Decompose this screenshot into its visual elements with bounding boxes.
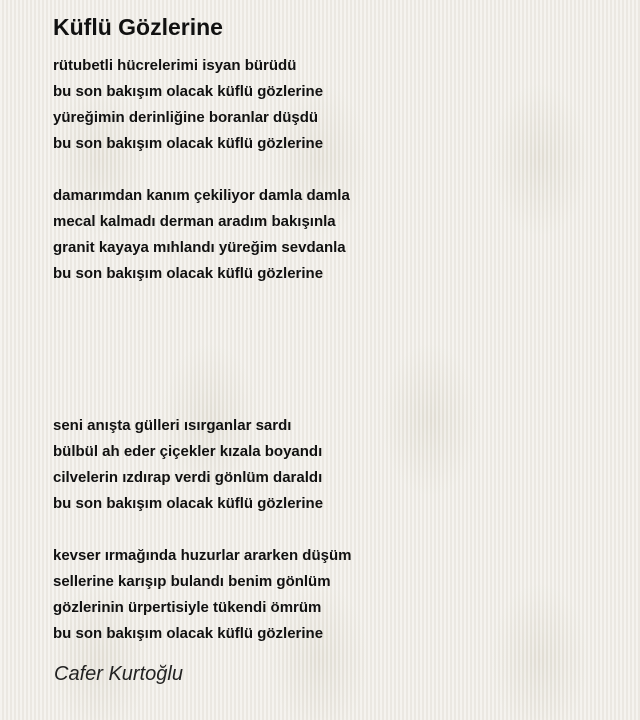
poem-line: gözlerinin ürpertisiyle tükendi ömrüm — [53, 599, 322, 616]
poem-line: sellerine karışıp bulandı benim gönlüm — [53, 573, 331, 590]
poem-line: bu son bakışım olacak küflü gözlerine — [53, 83, 324, 100]
poem-line: bu son bakışım olacak küflü gözlerine — [53, 135, 324, 152]
poem-line: bu son bakışım olacak küflü gözlerine — [53, 495, 324, 512]
poem-line: bu son bakışım olacak küflü gözlerine — [53, 625, 324, 642]
stanza-spacer — [53, 287, 613, 413]
stanza-spacer — [53, 157, 613, 183]
stanza-3 — [53, 413, 613, 517]
poem-line: yüreğimin derinliğine boranlar düşdü — [53, 109, 319, 126]
poem-line: kevser ırmağında huzurlar ararken düşüm — [53, 547, 352, 564]
poem-line: damarımdan kanım çekiliyor damla damla — [53, 187, 350, 204]
poem-line: seni anışta gülleri ısırganlar sardı — [53, 417, 292, 434]
poem-line: cilvelerin ızdırap verdi gönlüm daraldı — [53, 469, 323, 486]
poem-line: bülbül ah eder çiçekler kızala boyandı — [53, 443, 323, 460]
poem-line: bu son bakışım olacak küflü gözlerine — [53, 265, 324, 282]
stanza-spacer — [53, 517, 613, 543]
poem-line: rütubetli hücrelerimi isyan bürüdü — [53, 57, 297, 74]
stanza-2 — [53, 183, 613, 287]
poem-author: Cafer Kurtoğlu — [54, 663, 183, 685]
stanza-4 — [53, 543, 613, 647]
poem-title: Küflü Gözlerine — [53, 14, 223, 40]
poem-line: granit kayaya mıhlandı yüreğim sevdanla — [53, 239, 346, 256]
poem-page — [53, 12, 613, 687]
stanza-1 — [53, 53, 613, 157]
poem-line: mecal kalmadı derman aradım bakışınla — [53, 213, 336, 230]
